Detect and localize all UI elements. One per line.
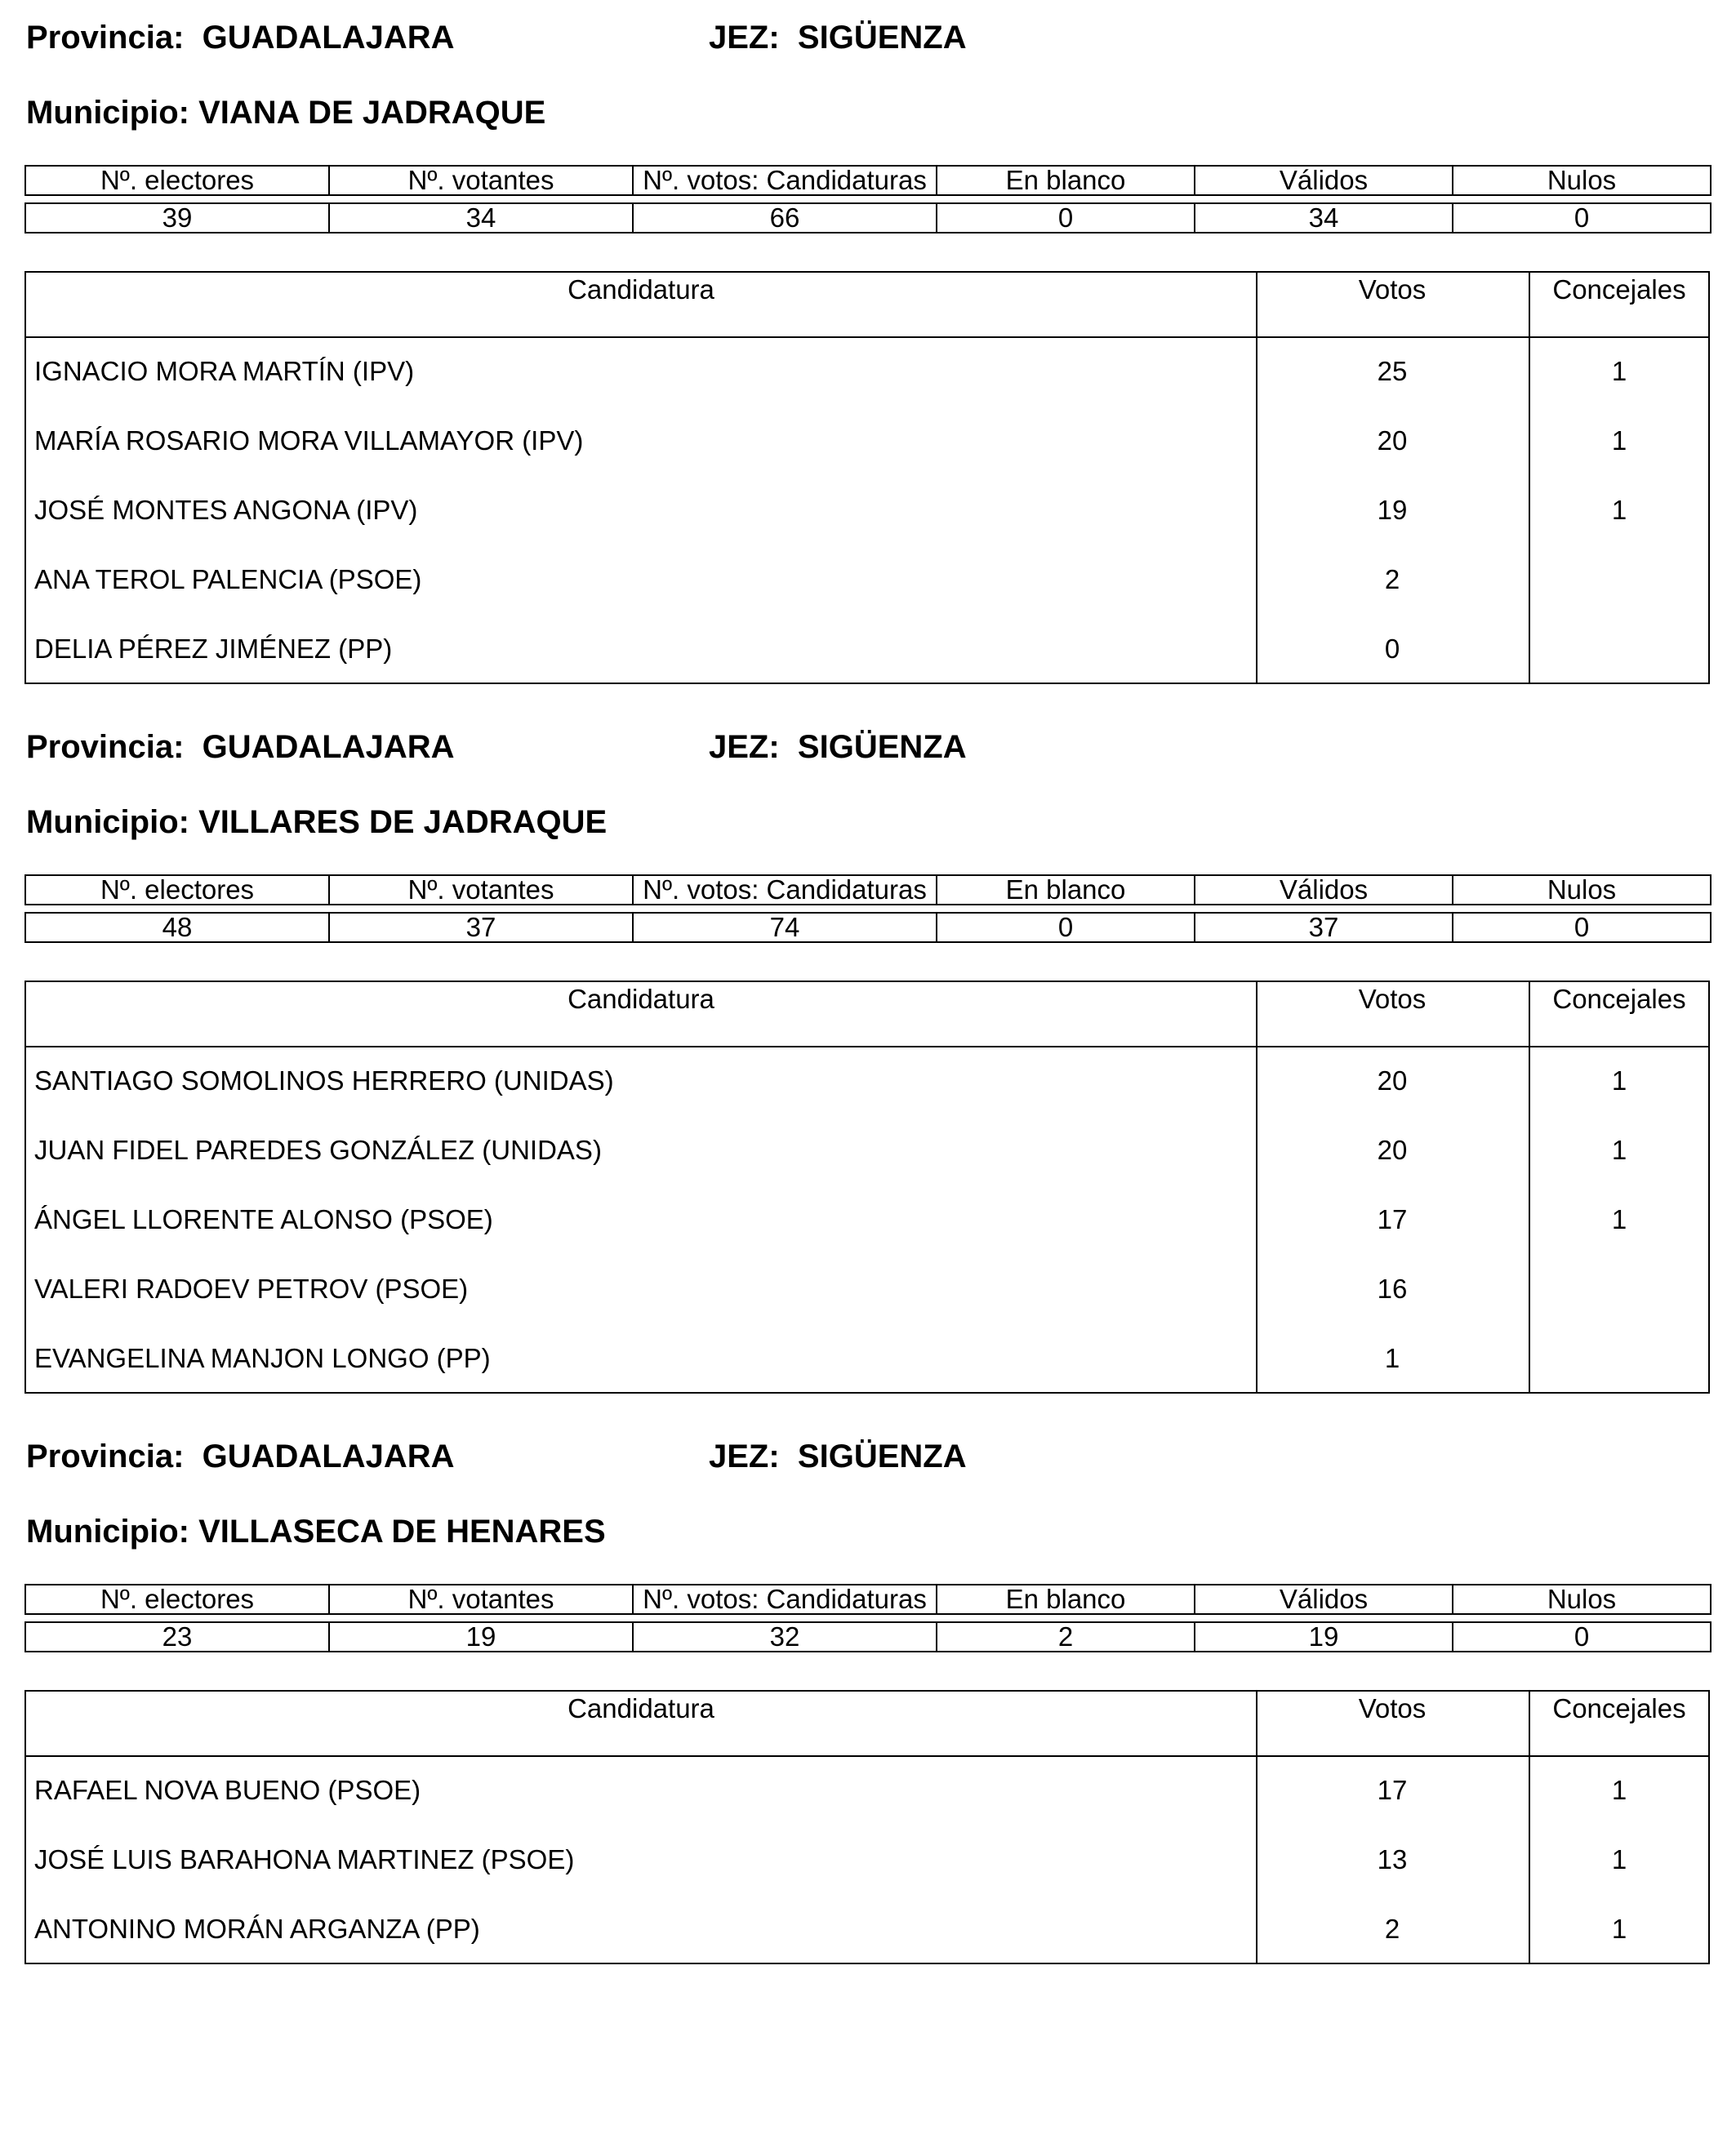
candidate-row xyxy=(26,616,1708,685)
stats-header-cell: Válidos xyxy=(1195,166,1453,195)
stats-value-cell: 0 xyxy=(1453,1622,1711,1652)
candidate-row xyxy=(26,407,1708,477)
stats-header-row xyxy=(25,875,1711,905)
candidatura-header: Candidatura xyxy=(568,984,714,1014)
candidate-concejales: 1 xyxy=(1611,1135,1627,1165)
candidate-concejales: 1 xyxy=(1611,1204,1627,1234)
candidate-name: JUAN FIDEL PAREDES GONZÁLEZ (UNIDAS) xyxy=(34,1135,602,1165)
candidates-header-row xyxy=(26,1692,1708,1757)
candidate-row xyxy=(26,1757,1708,1826)
stats-value-cell: 48 xyxy=(25,913,329,942)
stats-table xyxy=(24,165,1712,233)
stats-header-cell: Nulos xyxy=(1453,875,1711,905)
candidate-name: EVANGELINA MANJON LONGO (PP) xyxy=(34,1343,491,1373)
candidate-name: JOSÉ MONTES ANGONA (IPV) xyxy=(34,495,418,525)
candidate-name: VALERI RADOEV PETROV (PSOE) xyxy=(34,1274,469,1304)
provincia-label: Provincia: xyxy=(26,20,185,56)
provincia-line xyxy=(26,1437,455,1476)
stats-value-cell: 34 xyxy=(329,203,633,233)
jez-line xyxy=(709,727,967,767)
stats-value-row xyxy=(25,913,1711,942)
municipio-line xyxy=(26,1512,606,1551)
candidate-row xyxy=(26,1325,1708,1394)
candidate-concejales: 1 xyxy=(1611,495,1627,525)
candidate-concejales: 1 xyxy=(1611,356,1627,386)
municipio-label: Municipio: xyxy=(26,1514,189,1550)
candidate-votes: 17 xyxy=(1377,1775,1408,1805)
stats-value-cell: 0 xyxy=(937,203,1195,233)
candidate-name: ÁNGEL LLORENTE ALONSO (PSOE) xyxy=(34,1204,493,1234)
stats-value-cell: 0 xyxy=(937,913,1195,942)
jez-value: SIGÜENZA xyxy=(797,729,967,765)
candidate-row xyxy=(26,546,1708,616)
candidate-name: ANTONINO MORÁN ARGANZA (PP) xyxy=(34,1914,480,1944)
municipio-line xyxy=(26,803,607,842)
stats-header-cell: Nulos xyxy=(1453,1585,1711,1614)
stats-value-cell: 34 xyxy=(1195,203,1453,233)
candidate-votes: 16 xyxy=(1377,1274,1408,1304)
stats-value-cell: 0 xyxy=(1453,913,1711,942)
stats-value-cell: 2 xyxy=(937,1622,1195,1652)
provincia-label: Provincia: xyxy=(26,729,185,765)
candidate-row xyxy=(26,1896,1708,1965)
votos-header: Votos xyxy=(1358,274,1427,305)
candidate-name: DELIA PÉREZ JIMÉNEZ (PP) xyxy=(34,634,393,664)
stats-value-cell: 0 xyxy=(1453,203,1711,233)
jez-label: JEZ: xyxy=(709,1439,780,1474)
candidate-votes: 13 xyxy=(1377,1844,1408,1874)
candidate-votes: 17 xyxy=(1377,1204,1408,1234)
votos-header: Votos xyxy=(1358,984,1427,1014)
candidate-votes: 25 xyxy=(1377,356,1408,386)
provincia-line xyxy=(26,18,455,57)
stats-value-cell: 39 xyxy=(25,203,329,233)
stats-header-row xyxy=(25,1585,1711,1614)
provincia-value: GUADALAJARA xyxy=(202,729,455,765)
candidate-row xyxy=(26,1186,1708,1256)
candidates-header-row xyxy=(26,982,1708,1047)
candidate-row xyxy=(26,338,1708,407)
stats-header-cell: Nº. votantes xyxy=(329,1585,633,1614)
municipio-value: VILLASECA DE HENARES xyxy=(198,1514,606,1550)
candidate-concejales: 1 xyxy=(1611,1065,1627,1096)
stats-header-cell: Nº. electores xyxy=(25,166,329,195)
municipio-label: Municipio: xyxy=(26,95,189,131)
concejales-header: Concejales xyxy=(1552,274,1686,305)
candidate-row xyxy=(26,1117,1708,1186)
stats-value-row xyxy=(25,203,1711,233)
stats-table xyxy=(24,1584,1712,1652)
candidate-name: SANTIAGO SOMOLINOS HERRERO (UNIDAS) xyxy=(34,1065,614,1096)
concejales-header: Concejales xyxy=(1552,984,1686,1014)
candidate-votes: 0 xyxy=(1384,634,1400,664)
stats-header-cell: Nº. votantes xyxy=(329,875,633,905)
candidate-row xyxy=(26,1826,1708,1896)
candidate-concejales: 1 xyxy=(1611,1844,1627,1874)
stats-header-cell: Válidos xyxy=(1195,1585,1453,1614)
stats-value-cell: 32 xyxy=(633,1622,937,1652)
jez-label: JEZ: xyxy=(709,20,780,56)
candidates-header-row xyxy=(26,273,1708,338)
municipio-label: Municipio: xyxy=(26,804,189,840)
candidatura-header: Candidatura xyxy=(568,274,714,305)
candidates-table xyxy=(24,271,1710,684)
municipio-value: VILLARES DE JADRAQUE xyxy=(198,804,608,840)
stats-value-cell: 66 xyxy=(633,203,937,233)
stats-value-cell: 19 xyxy=(1195,1622,1453,1652)
stats-value-row xyxy=(25,1622,1711,1652)
votos-header: Votos xyxy=(1358,1693,1427,1723)
candidate-row xyxy=(26,1256,1708,1325)
candidate-votes: 2 xyxy=(1384,564,1400,594)
candidate-name: ANA TEROL PALENCIA (PSOE) xyxy=(34,564,422,594)
concejales-header: Concejales xyxy=(1552,1693,1686,1723)
stats-header-cell: En blanco xyxy=(937,875,1195,905)
stats-header-row xyxy=(25,166,1711,195)
stats-header-cell: Válidos xyxy=(1195,875,1453,905)
provincia-value: GUADALAJARA xyxy=(202,20,455,56)
stats-header-cell: Nº. votantes xyxy=(329,166,633,195)
stats-header-cell: En blanco xyxy=(937,1585,1195,1614)
stats-value-cell: 19 xyxy=(329,1622,633,1652)
stats-header-cell: Nº. electores xyxy=(25,1585,329,1614)
candidate-votes: 20 xyxy=(1377,1065,1408,1096)
candidates-table xyxy=(24,1690,1710,1964)
provincia-label: Provincia: xyxy=(26,1439,185,1474)
candidate-row xyxy=(26,477,1708,546)
stats-header-cell: Nulos xyxy=(1453,166,1711,195)
stats-table xyxy=(24,874,1712,943)
provincia-value: GUADALAJARA xyxy=(202,1439,455,1474)
stats-header-cell: Nº. votos: Candidaturas xyxy=(633,1585,937,1614)
municipio-value: VIANA DE JADRAQUE xyxy=(198,95,546,131)
candidatura-header: Candidatura xyxy=(568,1693,714,1723)
stats-value-cell: 37 xyxy=(1195,913,1453,942)
candidate-votes: 19 xyxy=(1377,495,1408,525)
stats-header-cell: Nº. votos: Candidaturas xyxy=(633,166,937,195)
jez-line xyxy=(709,18,967,57)
candidate-name: RAFAEL NOVA BUENO (PSOE) xyxy=(34,1775,421,1805)
candidate-name: MARÍA ROSARIO MORA VILLAMAYOR (IPV) xyxy=(34,425,584,456)
candidate-votes: 2 xyxy=(1384,1914,1400,1944)
stats-header-cell: En blanco xyxy=(937,166,1195,195)
stats-header-cell: Nº. electores xyxy=(25,875,329,905)
jez-value: SIGÜENZA xyxy=(797,1439,967,1474)
stats-header-cell: Nº. votos: Candidaturas xyxy=(633,875,937,905)
municipio-line xyxy=(26,93,545,132)
candidate-row xyxy=(26,1047,1708,1117)
candidate-name: IGNACIO MORA MARTÍN (IPV) xyxy=(34,356,415,386)
provincia-line xyxy=(26,727,455,767)
candidate-concejales: 1 xyxy=(1611,425,1627,456)
jez-value: SIGÜENZA xyxy=(797,20,967,56)
candidate-votes: 20 xyxy=(1377,1135,1408,1165)
candidate-concejales: 1 xyxy=(1611,1775,1627,1805)
jez-line xyxy=(709,1437,967,1476)
candidate-votes: 20 xyxy=(1377,425,1408,456)
candidate-votes: 1 xyxy=(1384,1343,1400,1373)
jez-label: JEZ: xyxy=(709,729,780,765)
candidates-table xyxy=(24,981,1710,1394)
candidate-concejales: 1 xyxy=(1611,1914,1627,1944)
candidate-name: JOSÉ LUIS BARAHONA MARTINEZ (PSOE) xyxy=(34,1844,575,1874)
stats-value-cell: 37 xyxy=(329,913,633,942)
stats-value-cell: 74 xyxy=(633,913,937,942)
stats-value-cell: 23 xyxy=(25,1622,329,1652)
